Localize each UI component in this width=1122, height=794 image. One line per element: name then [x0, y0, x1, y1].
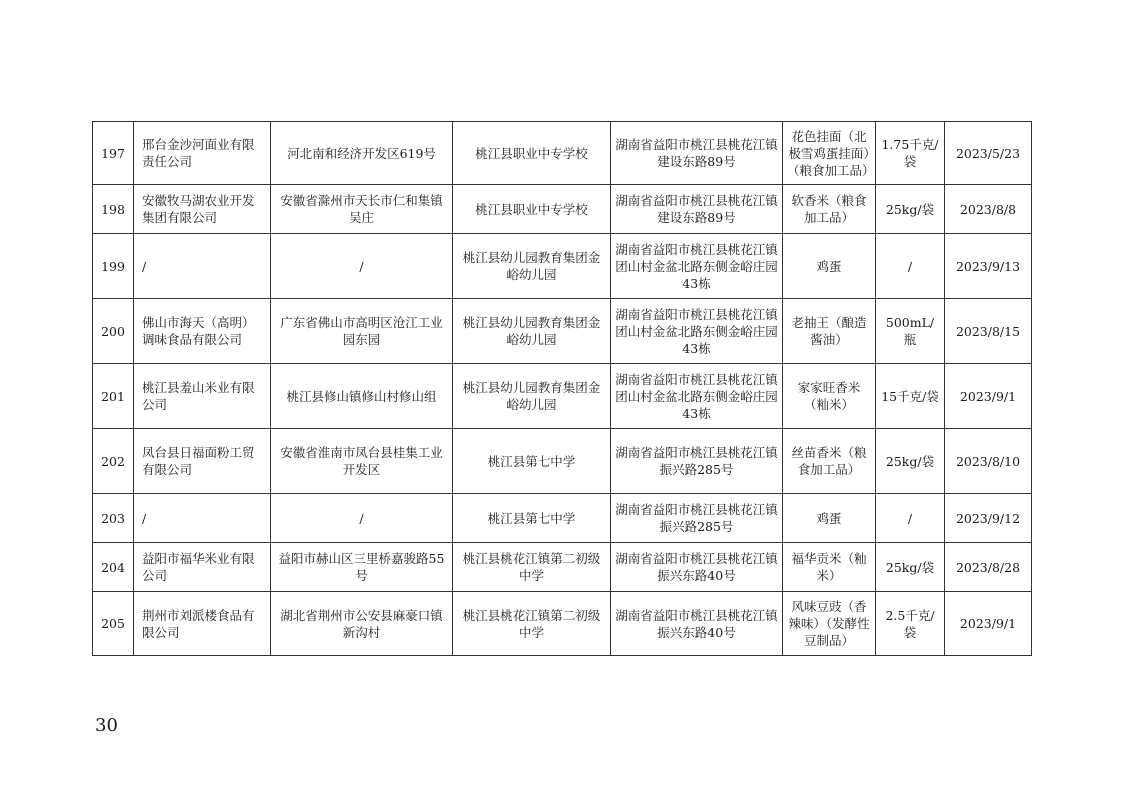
cell-producer-address: 安徽省淮南市凤台县桂集工业开发区: [271, 429, 453, 494]
cell-producer-name: 益阳市福华米业有限公司: [134, 543, 271, 592]
cell-product-name: 家家旺香米（籼米）: [783, 364, 876, 429]
cell-seller-address: 湖南省益阳市桃江县桃花江镇建设东路89号: [611, 122, 783, 185]
page-number: 30: [95, 715, 118, 736]
cell-producer-name: 荆州市刘派楼食品有限公司: [134, 592, 271, 656]
cell-producer-address: 益阳市赫山区三里桥嘉骏路55号: [271, 543, 453, 592]
cell-producer-name: 桃江县羞山米业有限公司: [134, 364, 271, 429]
cell-producer-name: 邢台金沙河面业有限责任公司: [134, 122, 271, 185]
cell-product-name: 风味豆豉（香辣味）（发酵性豆制品）: [783, 592, 876, 656]
cell-serial-number: 202: [93, 429, 134, 494]
cell-producer-name: /: [134, 494, 271, 543]
cell-producer-name: 凤台县日福面粉工贸有限公司: [134, 429, 271, 494]
cell-serial-number: 204: [93, 543, 134, 592]
cell-producer-address: 河北南和经济开发区619号: [271, 122, 453, 185]
table-row: [93, 494, 1032, 543]
cell-seller-name: 桃江县第七中学: [453, 494, 611, 543]
table-row: [93, 299, 1032, 364]
cell-seller-name: 桃江县第七中学: [453, 429, 611, 494]
cell-product-name: 丝苗香米（粮食加工品）: [783, 429, 876, 494]
cell-product-name: 软香米（粮食加工品）: [783, 185, 876, 234]
cell-product-name: 福华贡米（籼米）: [783, 543, 876, 592]
cell-seller-name: 桃江县桃花江镇第二初级中学: [453, 592, 611, 656]
cell-production-date: 2023/8/15: [945, 299, 1032, 364]
cell-seller-name: 桃江县幼儿园教育集团金峪幼儿园: [453, 234, 611, 299]
cell-production-date: 2023/9/13: [945, 234, 1032, 299]
table-row: [93, 364, 1032, 429]
cell-product-name: 鸡蛋: [783, 494, 876, 543]
cell-seller-address: 湖南省益阳市桃江县桃花江镇团山村金盆北路东侧金峪庄园43栋: [611, 234, 783, 299]
cell-seller-address: 湖南省益阳市桃江县桃花江镇振兴东路40号: [611, 592, 783, 656]
cell-serial-number: 200: [93, 299, 134, 364]
cell-specification: 15千克/袋: [876, 364, 945, 429]
cell-seller-address: 湖南省益阳市桃江县桃花江镇团山村金盆北路东侧金峪庄园43栋: [611, 364, 783, 429]
cell-producer-name: 安徽牧马湖农业开发集团有限公司: [134, 185, 271, 234]
cell-specification: 25kg/袋: [876, 429, 945, 494]
cell-product-name: 老抽王（酿造酱油）: [783, 299, 876, 364]
cell-specification: 1.75千克/袋: [876, 122, 945, 185]
table-row: [93, 592, 1032, 656]
cell-producer-name: 佛山市海天（高明）调味食品有限公司: [134, 299, 271, 364]
table-row: [93, 543, 1032, 592]
cell-producer-address: /: [271, 494, 453, 543]
cell-production-date: 2023/5/23: [945, 122, 1032, 185]
cell-serial-number: 198: [93, 185, 134, 234]
table-row: [93, 122, 1032, 185]
cell-producer-address: 安徽省滁州市天长市仁和集镇吴庄: [271, 185, 453, 234]
cell-producer-address: 广东省佛山市高明区沧江工业园东园: [271, 299, 453, 364]
cell-serial-number: 197: [93, 122, 134, 185]
cell-producer-address: 桃江县修山镇修山村修山组: [271, 364, 453, 429]
cell-specification: 500mL/瓶: [876, 299, 945, 364]
cell-producer-name: /: [134, 234, 271, 299]
cell-producer-address: 湖北省荆州市公安县麻豪口镇新沟村: [271, 592, 453, 656]
cell-production-date: 2023/9/12: [945, 494, 1032, 543]
cell-seller-name: 桃江县幼儿园教育集团金峪幼儿园: [453, 364, 611, 429]
cell-seller-name: 桃江县职业中专学校: [453, 122, 611, 185]
cell-specification: 25kg/袋: [876, 543, 945, 592]
cell-seller-address: 湖南省益阳市桃江县桃花江镇建设东路89号: [611, 185, 783, 234]
table-row: [93, 185, 1032, 234]
cell-specification: /: [876, 234, 945, 299]
inspection-table: [92, 121, 1032, 656]
cell-production-date: 2023/9/1: [945, 364, 1032, 429]
cell-specification: 2.5千克/袋: [876, 592, 945, 656]
cell-seller-address: 湖南省益阳市桃江县桃花江镇团山村金盆北路东侧金峪庄园43栋: [611, 299, 783, 364]
cell-serial-number: 203: [93, 494, 134, 543]
cell-product-name: 鸡蛋: [783, 234, 876, 299]
cell-seller-name: 桃江县幼儿园教育集团金峪幼儿园: [453, 299, 611, 364]
cell-specification: 25kg/袋: [876, 185, 945, 234]
results-table: [92, 121, 1032, 656]
cell-production-date: 2023/8/10: [945, 429, 1032, 494]
table-row: [93, 234, 1032, 299]
cell-seller-name: 桃江县职业中专学校: [453, 185, 611, 234]
cell-seller-address: 湖南省益阳市桃江县桃花江镇振兴路285号: [611, 494, 783, 543]
table-row: [93, 429, 1032, 494]
cell-product-name: 花色挂面（北极雪鸡蛋挂面）（粮食加工品）: [783, 122, 876, 185]
cell-specification: /: [876, 494, 945, 543]
cell-serial-number: 201: [93, 364, 134, 429]
cell-production-date: 2023/8/8: [945, 185, 1032, 234]
cell-seller-name: 桃江县桃花江镇第二初级中学: [453, 543, 611, 592]
cell-seller-address: 湖南省益阳市桃江县桃花江镇振兴东路40号: [611, 543, 783, 592]
cell-producer-address: /: [271, 234, 453, 299]
cell-production-date: 2023/9/1: [945, 592, 1032, 656]
cell-serial-number: 199: [93, 234, 134, 299]
cell-seller-address: 湖南省益阳市桃江县桃花江镇振兴路285号: [611, 429, 783, 494]
cell-serial-number: 205: [93, 592, 134, 656]
cell-production-date: 2023/8/28: [945, 543, 1032, 592]
